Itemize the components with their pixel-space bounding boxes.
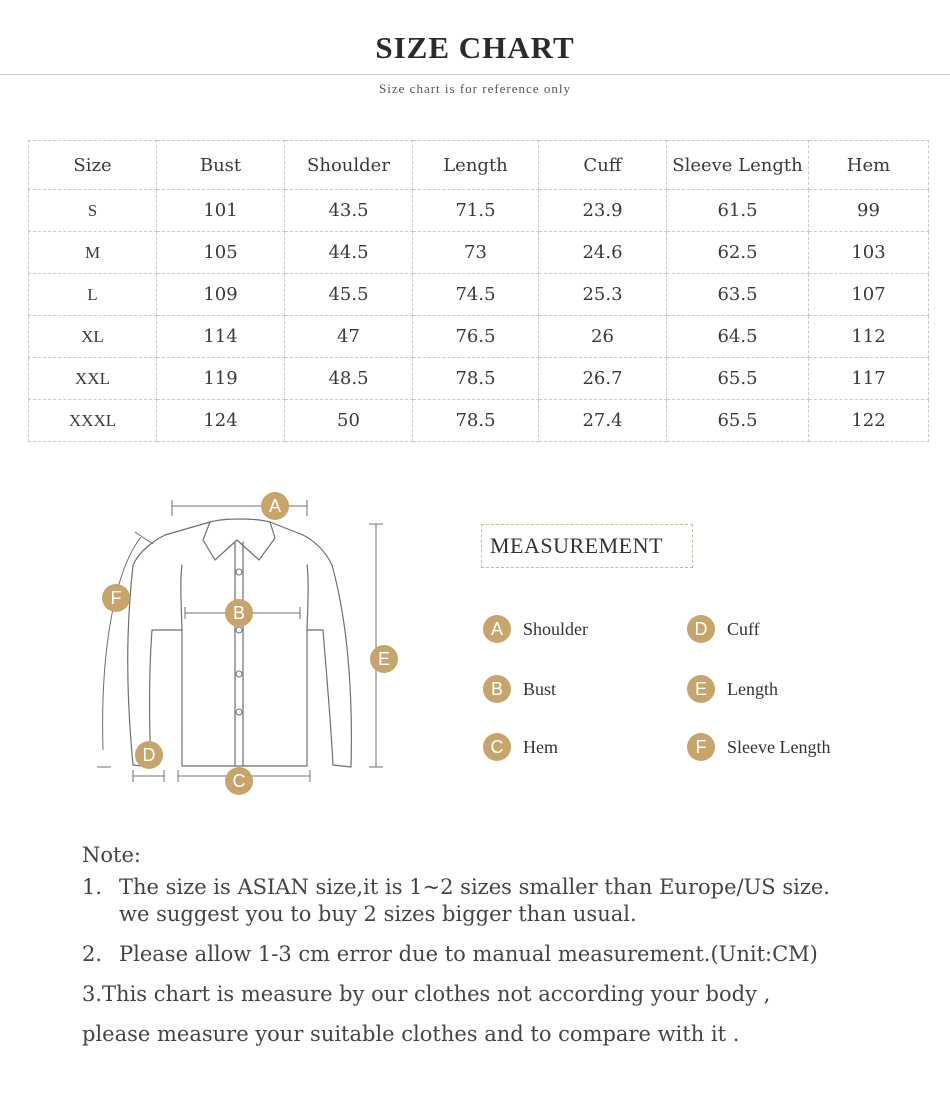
legend-label-cuff: Cuff — [727, 619, 760, 639]
bust-cell: 109 — [157, 274, 285, 316]
shirt-measurement-diagram — [85, 480, 430, 810]
note-text: The size is ASIAN size,it is 1~2 sizes smaller than Europe/US size. — [119, 875, 830, 899]
sleeve-length-cell: 65.5 — [667, 358, 809, 400]
marker-f-label: F — [110, 588, 122, 608]
legend-badge-d: D — [687, 615, 715, 643]
bust-cell: 105 — [157, 232, 285, 274]
size-cell: XL — [29, 316, 157, 358]
table-row — [29, 400, 929, 442]
marker-a — [261, 492, 289, 520]
length-cell: 78.5 — [413, 400, 539, 442]
shoulder-cell: 45.5 — [285, 274, 413, 316]
page-title: SIZE CHART — [375, 30, 575, 65]
bust-cell: 114 — [157, 316, 285, 358]
column-header-cuff: Cuff — [539, 141, 667, 190]
note-item-3: 3.This chart is measure by our clothes not according your body , — [82, 982, 771, 1006]
table-row — [29, 232, 929, 274]
marker-b — [225, 599, 253, 627]
size-cell: S — [29, 190, 157, 232]
cuff-cell: 23.9 — [539, 190, 667, 232]
table-row — [29, 316, 929, 358]
column-header-size: Size — [29, 141, 157, 190]
shoulder-cell: 50 — [285, 400, 413, 442]
note-number: 1. — [82, 875, 103, 899]
sleeve-length-cell: 61.5 — [667, 190, 809, 232]
bust-cell: 101 — [157, 190, 285, 232]
legend-badge-e: E — [687, 675, 715, 703]
cuff-cell: 25.3 — [539, 274, 667, 316]
length-cell: 76.5 — [413, 316, 539, 358]
cuff-cell: 26 — [539, 316, 667, 358]
hem-cell: 112 — [809, 316, 929, 358]
size-cell: L — [29, 274, 157, 316]
cuff-dimension-line — [133, 770, 164, 782]
table-header-row — [29, 141, 929, 190]
hem-cell: 99 — [809, 190, 929, 232]
marker-e-label: E — [377, 649, 391, 669]
shirt-button — [236, 569, 242, 575]
legend-badge-c: C — [483, 733, 511, 761]
length-cell: 73 — [413, 232, 539, 274]
legend-label-shoulder: Shoulder — [523, 619, 588, 639]
marker-b-label: B — [232, 603, 246, 623]
hem-cell: 103 — [809, 232, 929, 274]
hem-cell: 117 — [809, 358, 929, 400]
shirt-button — [236, 709, 242, 715]
hem-cell: 107 — [809, 274, 929, 316]
note-item-3-continued: please measure your suitable clothes and to compare with it . — [82, 1022, 740, 1046]
cuff-cell: 26.7 — [539, 358, 667, 400]
shoulder-cell: 47 — [285, 316, 413, 358]
column-header-shoulder: Shoulder — [285, 141, 413, 190]
shirt-illustration — [85, 480, 430, 810]
page-subtitle: Size chart is for reference only — [379, 81, 571, 96]
size-table — [28, 140, 929, 442]
marker-d — [135, 741, 163, 769]
cuff-cell: 24.6 — [539, 232, 667, 274]
shirt-button — [236, 671, 242, 677]
shirt-button — [236, 627, 242, 633]
legend-badge-a: A — [483, 615, 511, 643]
sleeve-length-dimension-line — [97, 532, 153, 767]
sleeve-length-cell: 65.5 — [667, 400, 809, 442]
length-cell: 71.5 — [413, 190, 539, 232]
column-header-length: Length — [413, 141, 539, 190]
title-divider — [0, 74, 950, 75]
size-cell: XXXL — [29, 400, 157, 442]
sleeve-length-cell: 62.5 — [667, 232, 809, 274]
shoulder-cell: 43.5 — [285, 190, 413, 232]
note-number: 2. — [82, 942, 103, 966]
size-cell: XXL — [29, 358, 157, 400]
size-cell: M — [29, 232, 157, 274]
column-header-sleeve-length: Sleeve Length — [667, 141, 809, 190]
note-text: we suggest you to buy 2 sizes bigger than usual. — [119, 902, 637, 926]
legend-badge-f: F — [687, 733, 715, 761]
shoulder-cell: 48.5 — [285, 358, 413, 400]
legend-label-bust: Bust — [523, 679, 557, 699]
marker-e — [370, 645, 398, 673]
column-header-bust: Bust — [157, 141, 285, 190]
sleeve-length-cell: 63.5 — [667, 274, 809, 316]
table-row — [29, 274, 929, 316]
marker-a-label: A — [268, 496, 282, 516]
legend-label-hem: Hem — [523, 737, 558, 757]
measurement-title: MEASUREMENT — [481, 524, 693, 568]
sleeve-length-cell: 64.5 — [667, 316, 809, 358]
legend-label-sleeve-length: Sleeve Length — [727, 737, 831, 757]
column-header-hem: Hem — [809, 141, 929, 190]
marker-c-label: C — [232, 771, 246, 791]
legend-badge-b: B — [483, 675, 511, 703]
marker-c — [225, 767, 253, 795]
bust-cell: 124 — [157, 400, 285, 442]
length-cell: 74.5 — [413, 274, 539, 316]
legend-label-length: Length — [727, 679, 778, 699]
table-row — [29, 190, 929, 232]
hem-cell: 122 — [809, 400, 929, 442]
notes-heading: Note: — [82, 843, 141, 867]
table-row — [29, 358, 929, 400]
length-cell: 78.5 — [413, 358, 539, 400]
cuff-cell: 27.4 — [539, 400, 667, 442]
marker-d-label: D — [142, 745, 156, 765]
marker-f — [102, 584, 130, 612]
bust-cell: 119 — [157, 358, 285, 400]
shoulder-cell: 44.5 — [285, 232, 413, 274]
note-text: Please allow 1-3 cm error due to manual measurement.(Unit:CM) — [119, 942, 818, 966]
